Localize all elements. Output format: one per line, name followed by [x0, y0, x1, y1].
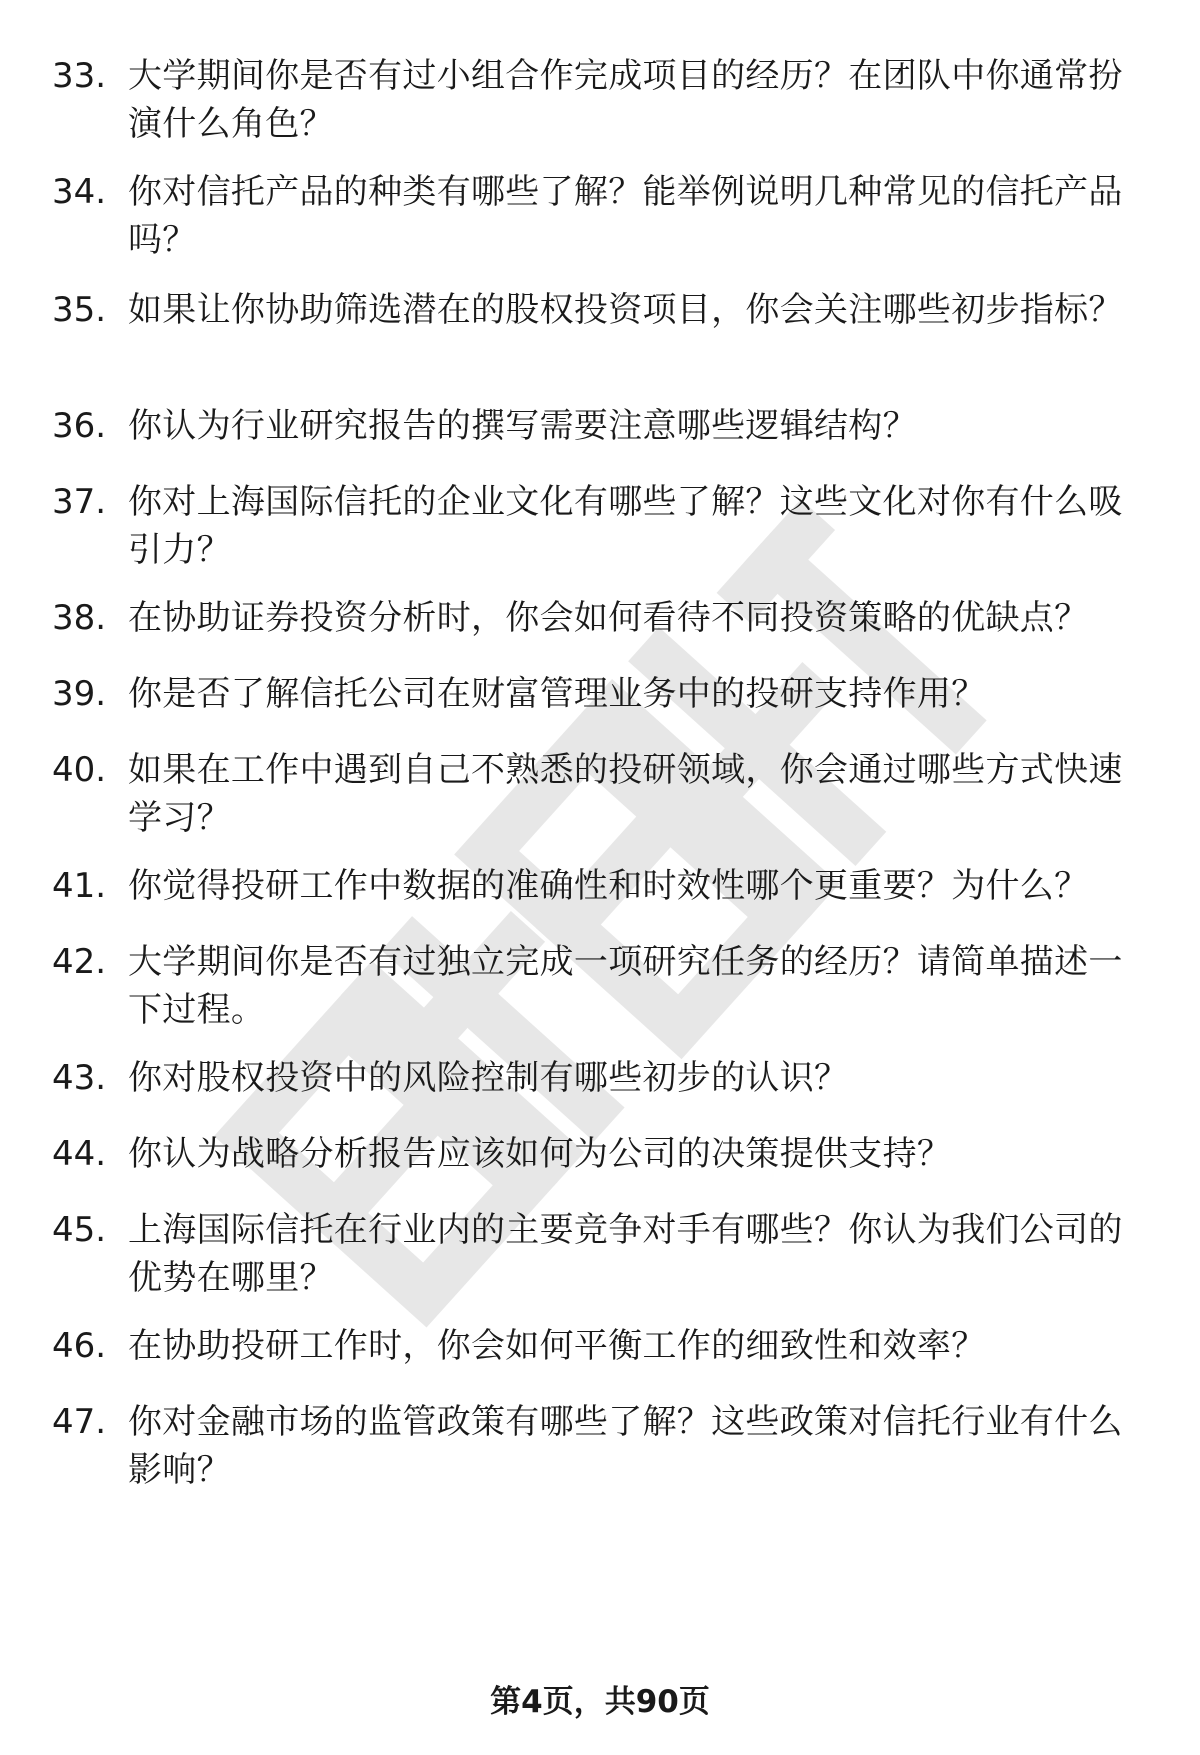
question-number: 39. [52, 674, 107, 714]
question-text: 大学期间你是否有过小组合作完成项目的经历？在团队中你通常扮演什么角色？ [128, 56, 1123, 144]
question-number: 46. [52, 1326, 107, 1366]
question-number: 36. [52, 406, 107, 446]
question-text: 你对信托产品的种类有哪些了解？能举例说明几种常见的信托产品吗？ [128, 172, 1123, 260]
question-number: 45. [52, 1210, 107, 1250]
question-text: 你对金融市场的监管政策有哪些了解？这些政策对信托行业有什么影响？ [128, 1402, 1123, 1490]
question-text: 在协助证券投资分析时，你会如何看待不同投资策略的优缺点？ [128, 598, 1089, 638]
question-number: 41. [52, 866, 107, 906]
question-number: 42. [52, 942, 107, 982]
question-number: 47. [52, 1402, 107, 1442]
question-text: 如果让你协助筛选潜在的股权投资项目，你会关注哪些初步指标？ [128, 290, 1123, 330]
question-number: 40. [52, 750, 107, 790]
question-number: 35. [52, 290, 107, 330]
page-number-footer: 第4页，共90页 [490, 1684, 710, 1720]
question-number: 37. [52, 482, 107, 522]
question-text: 如果在工作中遇到自己不熟悉的投研领域，你会通过哪些方式快速学习？ [128, 750, 1123, 838]
question-text: 上海国际信托在行业内的主要竞争对手有哪些？你认为我们公司的优势在哪里？ [128, 1210, 1123, 1298]
question-text: 在协助投研工作时，你会如何平衡工作的细致性和效率？ [128, 1326, 986, 1366]
question-text: 大学期间你是否有过独立完成一项研究任务的经历？请简单描述一下过程。 [128, 942, 1123, 1030]
question-number: 33. [52, 56, 107, 96]
question-number: 34. [52, 172, 107, 212]
question-number: 44. [52, 1134, 107, 1174]
question-text: 你对上海国际信托的企业文化有哪些了解？这些文化对你有什么吸引力？ [128, 482, 1123, 570]
question-text: 你对股权投资中的风险控制有哪些初步的认识？ [128, 1058, 849, 1098]
question-text: 你觉得投研工作中数据的准确性和时效性哪个更重要？为什么？ [128, 866, 1089, 906]
question-text: 你认为战略分析报告应该如何为公司的决策提供支持？ [128, 1134, 952, 1174]
question-number: 43. [52, 1058, 107, 1098]
question-text: 你是否了解信托公司在财富管理业务中的投研支持作用？ [128, 674, 986, 714]
question-number: 38. [52, 598, 107, 638]
question-text: 你认为行业研究报告的撰写需要注意哪些逻辑结构？ [128, 406, 917, 446]
